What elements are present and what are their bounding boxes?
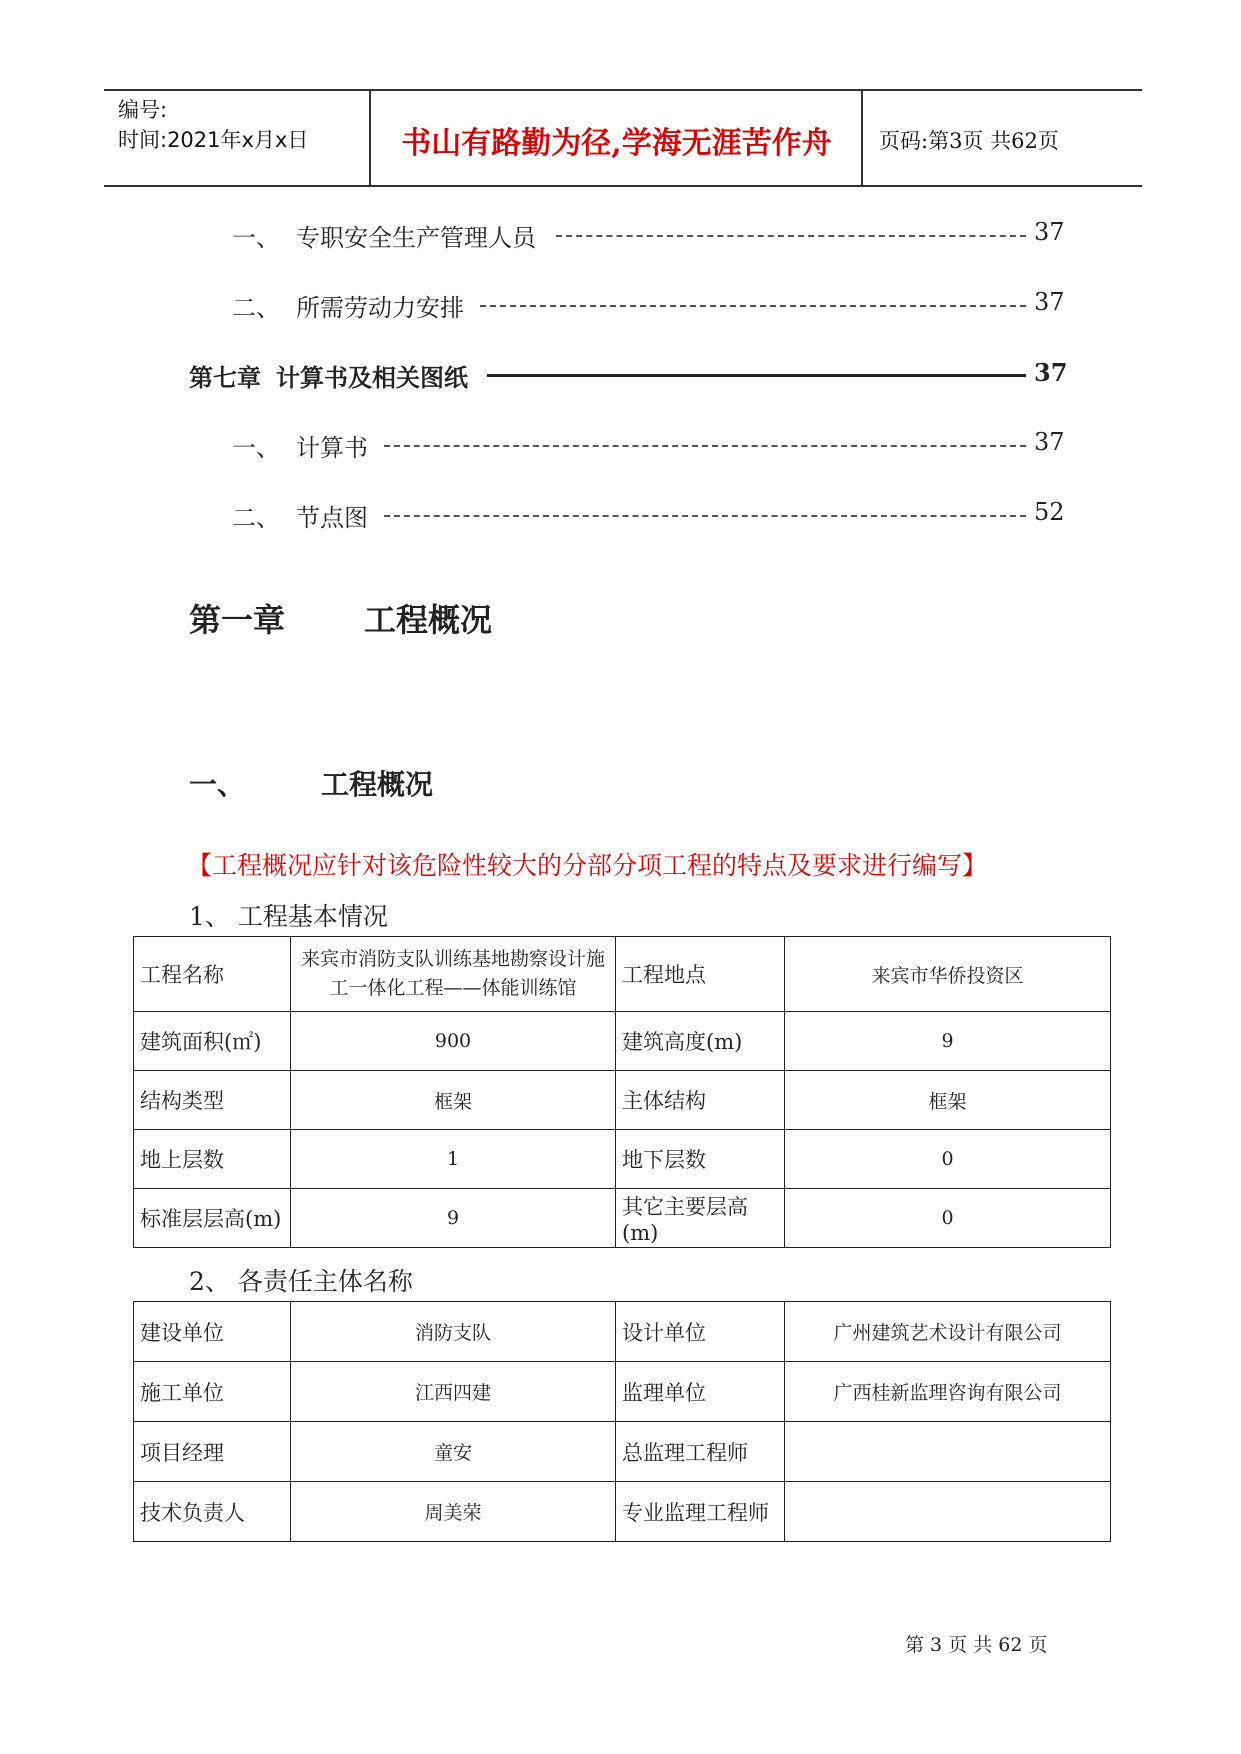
toc-entry-number: 一、 xyxy=(232,224,280,252)
table-row xyxy=(134,1012,1111,1071)
table-row xyxy=(134,1302,1111,1362)
table-cell-value: 框架 xyxy=(291,1071,616,1130)
document-time: 时间:2021年x月x日 xyxy=(118,128,309,152)
table-cell-label: 建设单位 xyxy=(134,1302,291,1362)
table-cell-label: 项目经理 xyxy=(134,1422,291,1482)
toc-entry[interactable] xyxy=(0,428,1241,468)
subsection-heading: 2、 各责任主体名称 xyxy=(189,1267,413,1296)
table-row xyxy=(134,1130,1111,1189)
table-cell-label: 标准层层高(m) xyxy=(134,1189,291,1248)
header-motto: 书山有路勤为径,学海无涯苦作舟 xyxy=(401,126,832,161)
toc-entry-title: 节点图 xyxy=(296,504,368,532)
table-cell-value: 来宾市消防支队训练基地勘察设计施工一体化工程——体能训练馆 xyxy=(291,937,616,1012)
responsible-parties-table xyxy=(133,1301,1111,1542)
document-number-label: 编号: xyxy=(118,98,168,122)
section-heading xyxy=(189,763,434,803)
table-row xyxy=(134,1422,1111,1482)
header-meta xyxy=(118,95,308,155)
writing-note: 【工程概况应针对该危险性较大的分部分项工程的特点及要求进行编写】 xyxy=(187,851,988,880)
subsection-heading: 1、 工程基本情况 xyxy=(189,902,388,931)
toc-leader xyxy=(556,235,1026,237)
chapter-title: 工程概况 xyxy=(364,601,493,639)
toc-entry-page: 37 xyxy=(1034,218,1065,246)
table-row xyxy=(134,1482,1111,1542)
table-cell-value: 来宾市华侨投资区 xyxy=(785,937,1111,1012)
toc-entry-title: 计算书及相关图纸 xyxy=(276,363,468,392)
toc-entry[interactable] xyxy=(0,498,1241,538)
table-cell-label: 结构类型 xyxy=(134,1071,291,1130)
table-cell-label: 地下层数 xyxy=(616,1130,785,1189)
table-cell-label: 主体结构 xyxy=(616,1071,785,1130)
table-cell-value: 广西桂新监理咨询有限公司 xyxy=(785,1362,1111,1422)
toc-entry-page: 52 xyxy=(1034,498,1065,526)
table-cell-label: 监理单位 xyxy=(616,1362,785,1422)
table-cell-label: 建筑高度(m) xyxy=(616,1012,785,1071)
table-cell-label: 总监理工程师 xyxy=(616,1422,785,1482)
table-cell-value: 框架 xyxy=(785,1071,1111,1130)
section-title: 工程概况 xyxy=(321,768,434,801)
table-cell-label: 工程地点 xyxy=(616,937,785,1012)
table-cell-label: 技术负责人 xyxy=(134,1482,291,1542)
basic-info-table xyxy=(133,936,1111,1248)
header-divider xyxy=(369,91,371,185)
table-cell-label: 其它主要层高(m) xyxy=(616,1189,785,1248)
table-cell-value: 1 xyxy=(291,1130,616,1189)
toc-leader xyxy=(487,374,1026,377)
table-cell-label: 施工单位 xyxy=(134,1362,291,1422)
table-cell-value xyxy=(785,1482,1111,1542)
table-row xyxy=(134,1189,1111,1248)
toc-entry-number: 二、 xyxy=(232,504,280,532)
section-number: 一、 xyxy=(189,768,246,801)
toc-entry-title: 专职安全生产管理人员 xyxy=(296,224,536,252)
table-cell-label: 专业监理工程师 xyxy=(616,1482,785,1542)
page-footer: 第 3 页 共 62 页 xyxy=(905,1634,1048,1656)
toc-entry-page: 37 xyxy=(1034,428,1065,456)
table-cell-value: 童安 xyxy=(291,1422,616,1482)
header-divider xyxy=(861,91,863,185)
table-row xyxy=(134,1362,1111,1422)
toc-leader xyxy=(384,445,1026,447)
toc-entry-page: 37 xyxy=(1034,358,1068,387)
table-cell-value: 900 xyxy=(291,1012,616,1071)
page-header xyxy=(104,89,1142,187)
toc-entry-number: 第七章 xyxy=(189,363,261,392)
table-cell-label: 建筑面积(㎡) xyxy=(134,1012,291,1071)
table-cell-value: 9 xyxy=(785,1012,1111,1071)
table-cell-value: 消防支队 xyxy=(291,1302,616,1362)
toc-entry[interactable] xyxy=(0,218,1241,258)
chapter-number: 第一章 xyxy=(189,601,286,639)
toc-entry-number: 二、 xyxy=(232,294,280,322)
table-cell-value: 广州建筑艺术设计有限公司 xyxy=(785,1302,1111,1362)
table-cell-value: 周美荣 xyxy=(291,1482,616,1542)
toc-leader xyxy=(480,305,1026,307)
toc-entry[interactable] xyxy=(0,358,1241,398)
table-cell-value: 0 xyxy=(785,1130,1111,1189)
table-row xyxy=(134,1071,1111,1130)
table-cell-value: 0 xyxy=(785,1189,1111,1248)
table-cell-label: 地上层数 xyxy=(134,1130,291,1189)
header-page-info: 页码:第3页 共62页 xyxy=(879,129,1059,153)
toc-entry-title: 计算书 xyxy=(296,434,368,462)
toc-entry-title: 所需劳动力安排 xyxy=(296,294,464,322)
toc-leader xyxy=(384,515,1026,517)
toc-entry[interactable] xyxy=(0,288,1241,328)
table-cell-value xyxy=(785,1422,1111,1482)
chapter-heading xyxy=(189,595,493,641)
table-cell-label: 工程名称 xyxy=(134,937,291,1012)
table-cell-label: 设计单位 xyxy=(616,1302,785,1362)
table-cell-value: 江西四建 xyxy=(291,1362,616,1422)
toc-entry-number: 一、 xyxy=(232,434,280,462)
toc-entry-page: 37 xyxy=(1034,288,1065,316)
table-row xyxy=(134,937,1111,1012)
table-cell-value: 9 xyxy=(291,1189,616,1248)
